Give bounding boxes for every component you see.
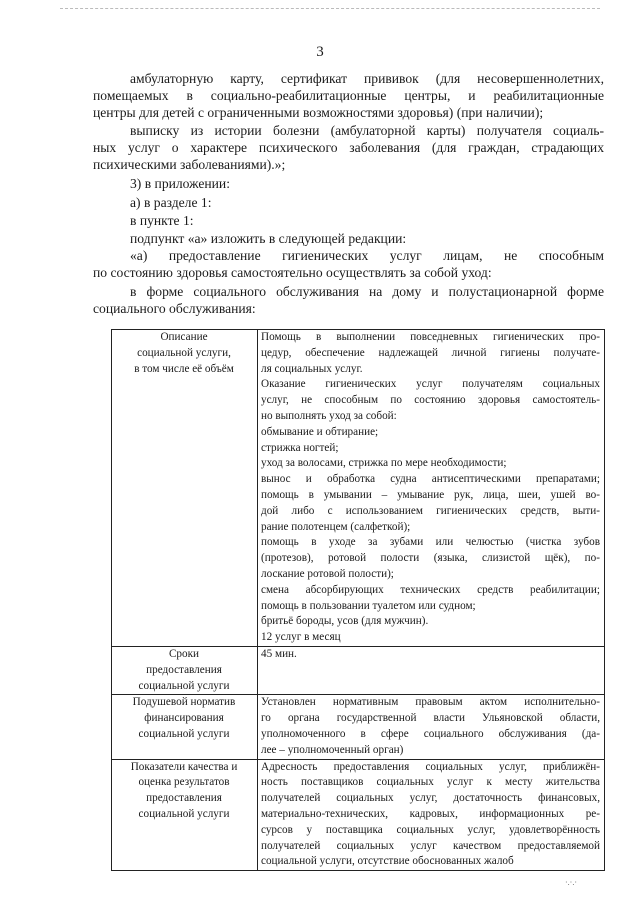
value-line: уполномоченного в сфере социального обслуживания (да-	[261, 727, 600, 740]
value-line: дой либо с использованием гигиенических средств, выти-	[261, 504, 600, 517]
label-line: Показатели качества и	[130, 760, 238, 773]
value-line: (протезов), ротовой полости (языка, слизистой щёк), по-	[261, 552, 600, 565]
paragraph-8-line-1: в форме социального обслуживания на дому и полустационарной форме	[130, 284, 604, 299]
paragraph-5: в пункте 1:	[130, 213, 194, 228]
scan-artifact-top-edge	[60, 8, 600, 10]
value-line: помощь в умывании – умывание рук, лица, шеи, ушей во-	[261, 488, 600, 501]
value-line: бритьё бороды, усов (для мужчин).	[261, 615, 429, 628]
value-line: Оказание гигиенических услуг получателям социальных	[261, 378, 600, 391]
value-line: услуг, не способным по состоянию здоровья самостоятель-	[261, 394, 600, 407]
value-line: ля социальных услуг.	[261, 362, 363, 375]
value-line: уход за волосами, стрижка по мере необходимости;	[261, 457, 507, 470]
row-label	[112, 330, 258, 647]
scan-speck: ·.·.·	[565, 878, 577, 887]
paragraph-1-line-3: центры для детей с ограниченными возможностями здоровья) (при наличии);	[93, 105, 544, 120]
value-line: получателей социальных услуг, достаточность финансовых,	[261, 792, 600, 805]
value-line: получателей социальных услуг качеством предоставляемой	[261, 839, 600, 852]
value-line: лоскание ротовой полости);	[261, 567, 394, 580]
value-line: Установлен нормативным правовым актом исполнительно-	[261, 696, 600, 709]
paragraph-6: подпункт «а» изложить в следующей редакции:	[130, 231, 407, 246]
label-line: Сроки	[168, 647, 200, 660]
row-label	[112, 695, 258, 759]
value-line: социальной услуги, отсутствие обоснованных жалоб	[261, 855, 514, 868]
paragraph-7-line-1: «а) предоставление гигиенических услуг лицам, не способным	[130, 248, 604, 263]
paragraph-8-line-2: социального обслуживания:	[93, 301, 256, 316]
value-line: Помощь в выполнении повседневных гигиенических про-	[261, 331, 600, 343]
value-line: стрижка ногтей;	[261, 441, 339, 454]
paragraph-1-line-2: помещаемых в социально-реабилитационные центры, и реабилитационные	[93, 88, 604, 103]
value-line: цедур, обеспечение надлежащей личной гигиены получате-	[261, 346, 600, 359]
label-line: социальной услуги	[138, 679, 230, 692]
value-line: сурсов у поставщика социальных услуг, удовлетворённость	[261, 823, 600, 836]
label-line: социальной услуги	[138, 727, 230, 740]
label-line: в том числе её объём	[134, 362, 234, 375]
label-line: предоставления	[146, 663, 222, 676]
value-line: помощь в уходе за зубами или челюстью (чистка зубов	[261, 536, 600, 549]
label-line: оценка результатов	[138, 776, 230, 789]
paragraph-7-line-2: по состоянию здоровья самостоятельно осуществлять за собой уход:	[93, 265, 492, 280]
row-value	[258, 759, 605, 871]
paragraph-2-line-2: ных услуг о характере психического заболевания (для граждан, страдающих	[93, 140, 604, 155]
value-line: рание полотенцем (салфеткой);	[261, 520, 411, 533]
paragraph-2-line-3: психическими заболеваниями).»;	[93, 157, 286, 172]
page-number: 3	[316, 44, 324, 60]
value-line: 45 мин.	[261, 647, 297, 660]
value-line: обмывание и обтирание;	[261, 425, 379, 438]
table-row-terms	[112, 646, 605, 694]
table-row-financing	[112, 695, 605, 759]
value-line: лее – уполномоченный орган)	[261, 743, 404, 756]
paragraph-3: 3) в приложении:	[130, 176, 230, 191]
value-line: ность поставщиков социальных услуг к месту жительства	[261, 776, 600, 789]
label-line: финансирования	[144, 712, 224, 725]
row-label	[112, 646, 258, 694]
value-line: го органа государственной власти Ульяновской области,	[261, 712, 600, 725]
label-line: Описание	[160, 331, 208, 343]
value-line: помощь в пользовании туалетом или судном;	[261, 599, 476, 612]
label-line: Подушевой норматив	[132, 696, 236, 709]
table-row-quality	[112, 759, 605, 871]
row-value	[258, 330, 605, 647]
paragraph-2-line-1: выписку из истории болезни (амбулаторной карты) получателя социаль-	[130, 123, 604, 138]
value-line: материально-технических, кадровых, информационных ре-	[261, 807, 600, 820]
value-line: 12 услуг в месяц	[261, 631, 341, 644]
table-row-description	[112, 330, 605, 647]
label-line: социальной услуги,	[137, 346, 231, 359]
value-line: Адресность предоставления социальных услуг, приближён-	[261, 760, 600, 773]
service-table	[111, 329, 605, 871]
value-line: смена абсорбирующих технических средств реабилитации;	[261, 583, 600, 596]
value-line: но выполнять уход за собой:	[261, 409, 397, 422]
label-line: предоставления	[146, 792, 222, 805]
paragraph-1-line-1: амбулаторную карту, сертификат прививок (для несовершеннолетних,	[130, 71, 604, 86]
row-value	[258, 646, 605, 694]
label-line: социальной услуги	[138, 807, 230, 820]
row-label	[112, 759, 258, 871]
value-line: вынос и обработка судна антисептическими препаратами;	[261, 473, 600, 486]
row-value	[258, 695, 605, 759]
paragraph-4: а) в разделе 1:	[130, 195, 212, 210]
